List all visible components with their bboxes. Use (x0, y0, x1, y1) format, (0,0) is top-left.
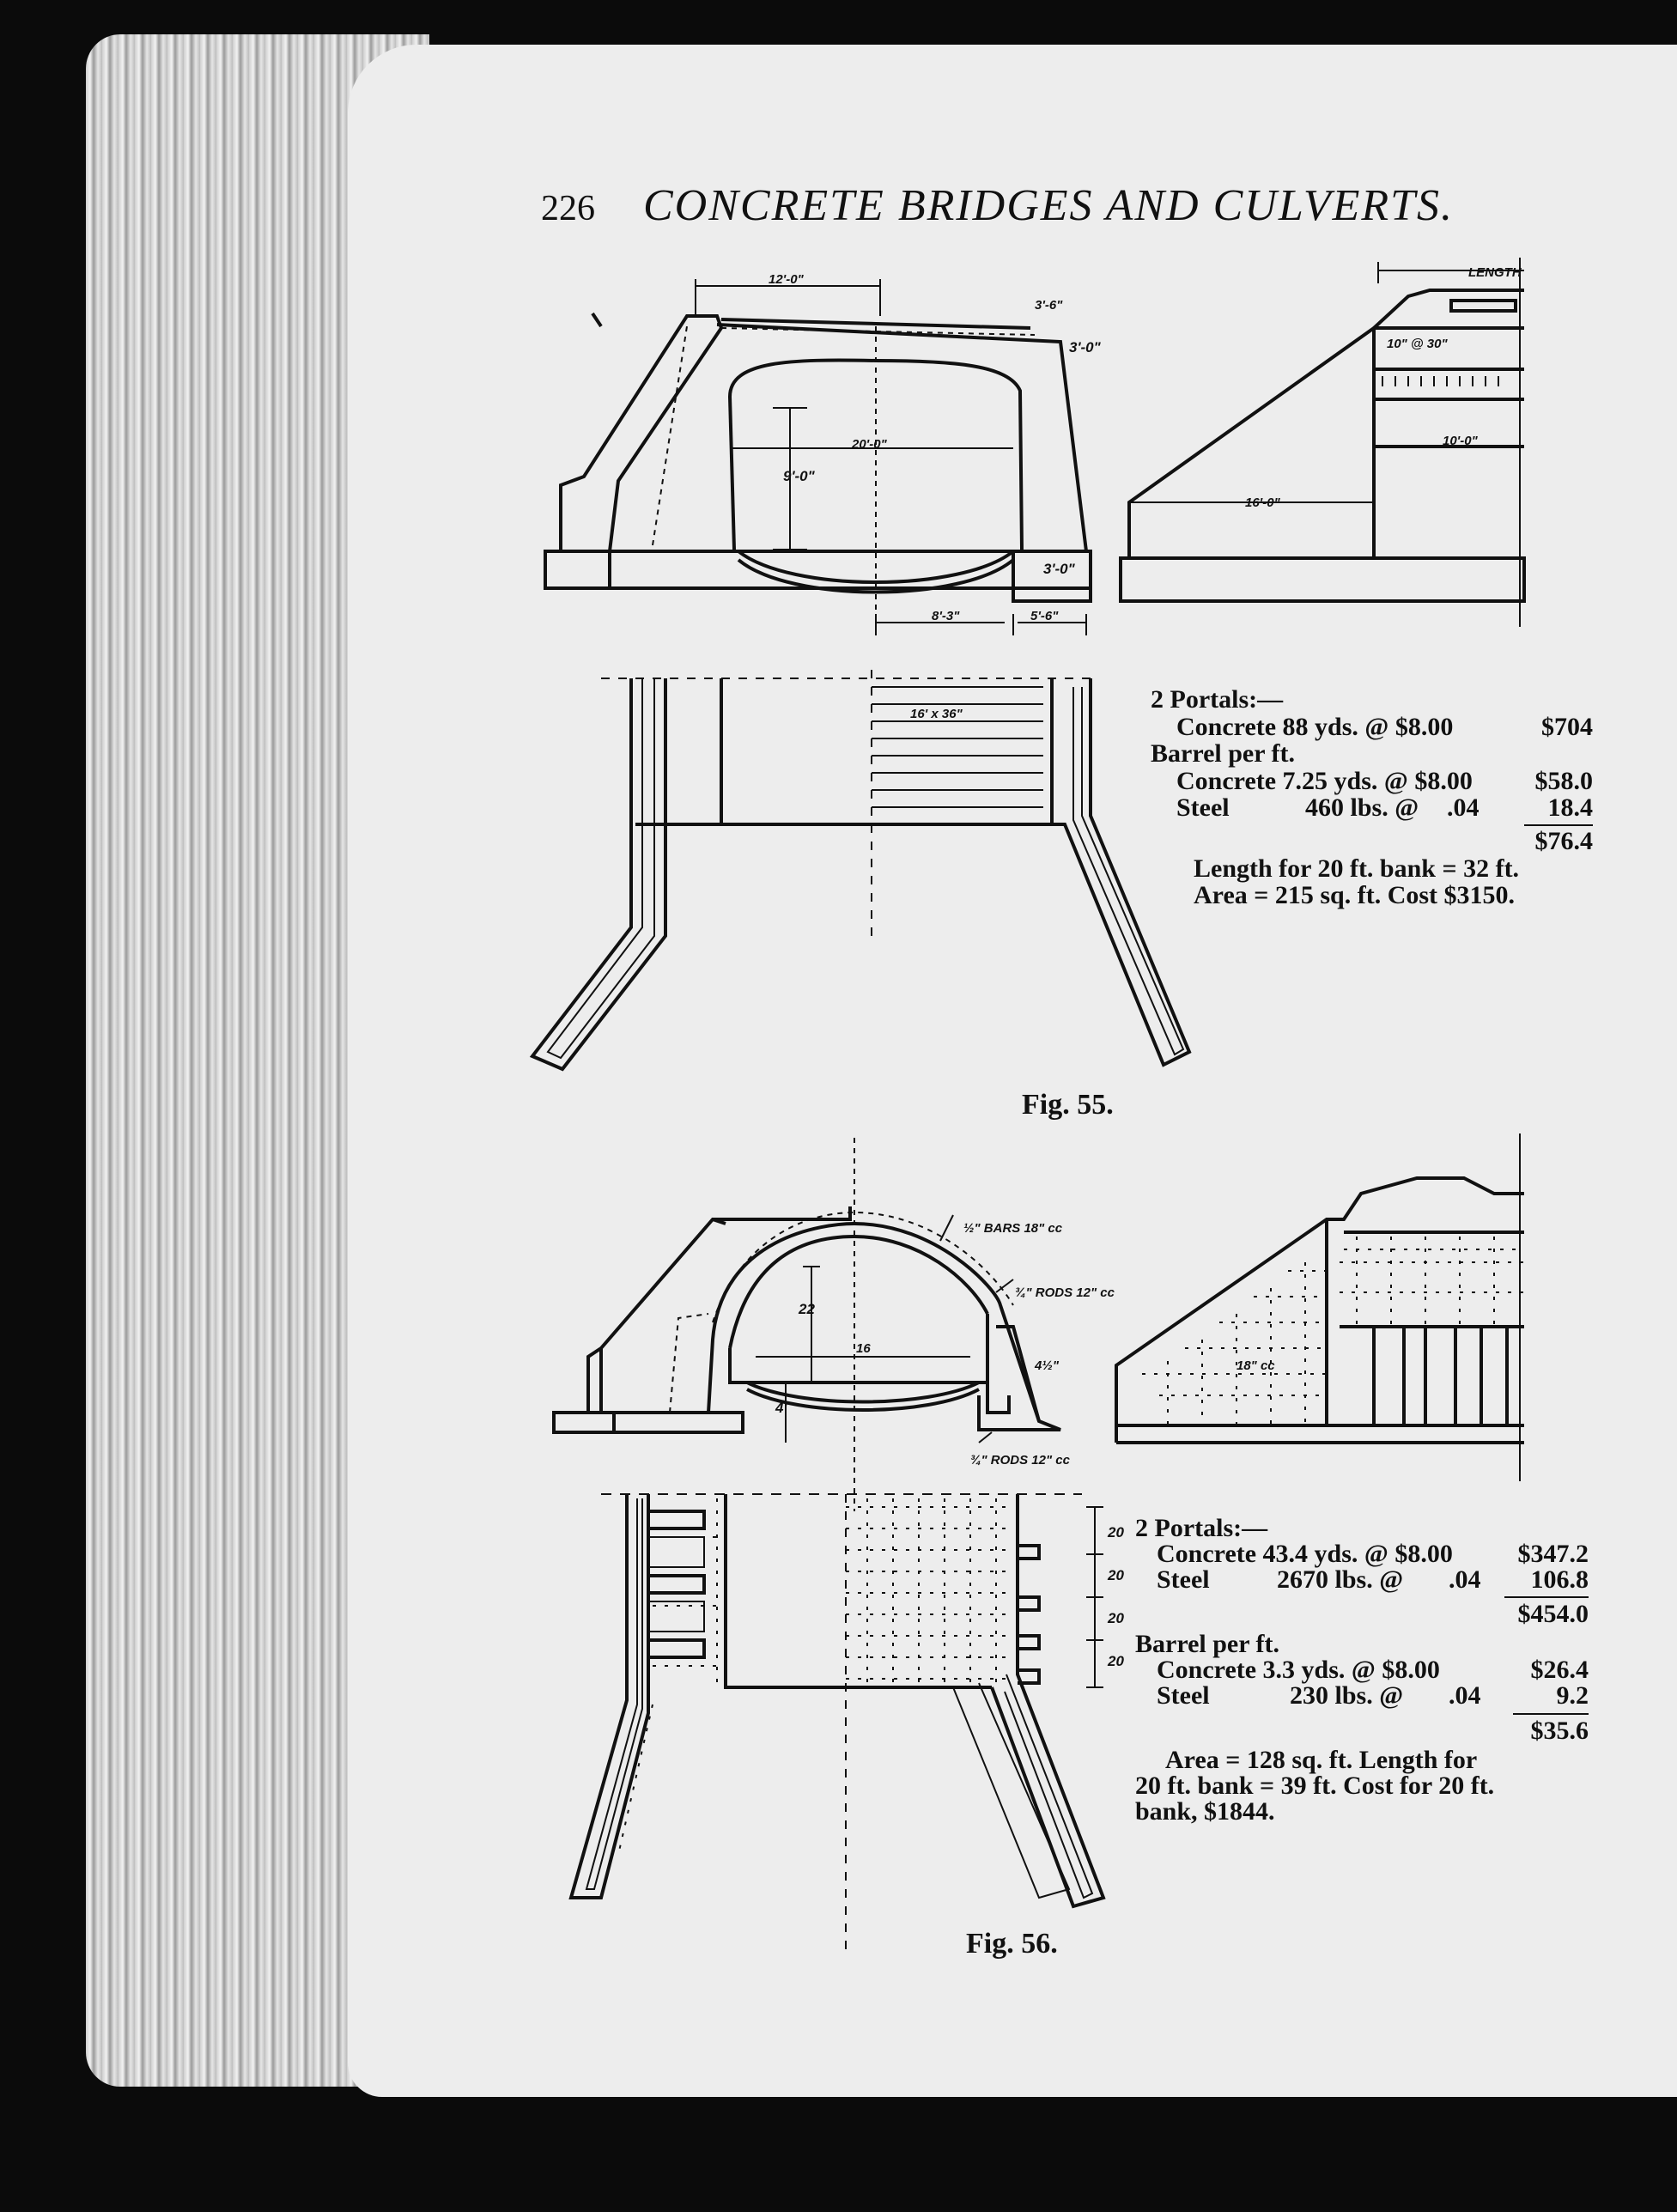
fig56-barrel-steel-qty: 230 lbs. @ (1290, 1681, 1404, 1710)
fig55-barrel-steel-qty: 460 lbs. @ (1305, 793, 1419, 822)
fig56-portals-steel-rate: .04 (1449, 1565, 1481, 1594)
fig56-caption: Fig. 56. (966, 1928, 1058, 1960)
fig56-barrel-steel-amount: 9.2 (1556, 1681, 1589, 1710)
fig55-dimension-12: 16' x 36" (910, 707, 963, 721)
page-number: 226 (541, 189, 595, 228)
fig55-dimension-4: 9'-0" (783, 468, 815, 484)
fig55-dimension-11: 10'-0" (1443, 434, 1478, 448)
fig56-dimension-11: 20 (1108, 1653, 1124, 1669)
fig56-portals-steel-label: Steel (1157, 1565, 1210, 1594)
fig56-dimension-0: ½" BARS 18" cc (963, 1221, 1063, 1236)
fig55-area-line: Area = 215 sq. ft. Cost $3150. (1194, 881, 1516, 909)
fig56-dimension-8: 20 (1108, 1524, 1124, 1540)
fig56-portals-heading: 2 Portals:— (1135, 1514, 1268, 1542)
fig55-dimension-3: 20'-0" (852, 437, 887, 452)
fig55-length-line: Length for 20 ft. bank = 32 ft. (1194, 854, 1520, 883)
fig56-portals-total: $454.0 (1517, 1600, 1589, 1628)
fig55-dimension-1: 3'-6" (1035, 298, 1063, 313)
fig55-dimension-2: 3'-0" (1069, 339, 1101, 356)
fig55-dimension-7: 5'-6" (1030, 609, 1059, 623)
fig56-dimension-7: 18" cc (1236, 1358, 1275, 1373)
fig55-portals-amount: $704 (1541, 713, 1593, 741)
fig55-portals-heading: 2 Portals:— (1151, 685, 1284, 714)
fig55-dimension-10: 16'-0" (1245, 495, 1280, 510)
fig56-dimension-10: 20 (1108, 1610, 1124, 1626)
fig55-dimension-8: LENGTH (1468, 265, 1522, 280)
fig55-dimension-6: 8'-3" (932, 609, 960, 623)
fig55-barrel-concrete-amount: $58.0 (1534, 767, 1593, 795)
fig56-portals-concrete-amount: $347.2 (1517, 1540, 1589, 1568)
fig56-summary-line-1: Area = 128 sq. ft. Length for (1165, 1746, 1478, 1774)
fig56-dimension-3: 16 (856, 1341, 871, 1356)
fig55-barrel-concrete: Concrete 7.25 yds. @ $8.00 (1176, 767, 1473, 795)
fig55-barrel-heading: Barrel per ft. (1151, 739, 1296, 768)
fig55-caption: Fig. 55. (1022, 1089, 1114, 1121)
fig56-dimension-9: 20 (1108, 1567, 1124, 1583)
fig56-barrel-steel-rate: .04 (1449, 1681, 1481, 1710)
fig55-barrel-total: $76.4 (1534, 827, 1593, 855)
fig56-dimension-5: 4½" (1035, 1358, 1059, 1373)
page-heading: CONCRETE BRIDGES AND CULVERTS. (643, 181, 1455, 230)
fig56-barrel-rule (1513, 1713, 1589, 1715)
fig56-plan (571, 1494, 1103, 1958)
fig56-portals-concrete: Concrete 43.4 yds. @ $8.00 (1157, 1540, 1453, 1568)
fig55-dimension-5: 3'-0" (1043, 561, 1075, 577)
fig56-barrel-concrete-amount: $26.4 (1530, 1656, 1589, 1684)
fig56-estimate (1135, 1516, 1599, 1833)
fig55-barrel-steel-label: Steel (1176, 793, 1230, 822)
fig55-dimension-0: 12'-0" (769, 272, 804, 287)
fig56-barrel-total: $35.6 (1530, 1717, 1589, 1745)
fig55-dimension-9: 10" @ 30" (1387, 337, 1448, 351)
fig56-dimension-1: ¾" RODS 12" cc (1015, 1285, 1115, 1300)
fig56-dimension-6: ¾" RODS 12" cc (970, 1453, 1070, 1468)
fig56-dimension-4: 4' (775, 1400, 787, 1416)
fig56-side-elevation (1116, 1133, 1524, 1481)
fig55-barrel-steel-rate: .04 (1447, 793, 1480, 822)
fig56-summary-line-2: 20 ft. bank = 39 ft. Cost for 20 ft. (1135, 1771, 1495, 1800)
fig56-portals-rule (1504, 1596, 1589, 1598)
fig56-summary-line-3: bank, $1844. (1135, 1797, 1275, 1826)
fig56-barrel-concrete: Concrete 3.3 yds. @ $8.00 (1157, 1656, 1440, 1684)
fig55-portals-concrete: Concrete 88 yds. @ $8.00 (1176, 713, 1454, 741)
fig56-dimension-2: 22 (799, 1301, 815, 1317)
fig56-barrel-steel-label: Steel (1157, 1681, 1210, 1710)
fig56-portals-steel-amount: 106.8 (1530, 1565, 1589, 1594)
fig56-barrel-heading: Barrel per ft. (1135, 1630, 1280, 1658)
fig56-portals-steel-qty: 2670 lbs. @ (1277, 1565, 1404, 1594)
fig55-barrel-steel-amount: 18.4 (1547, 793, 1593, 822)
